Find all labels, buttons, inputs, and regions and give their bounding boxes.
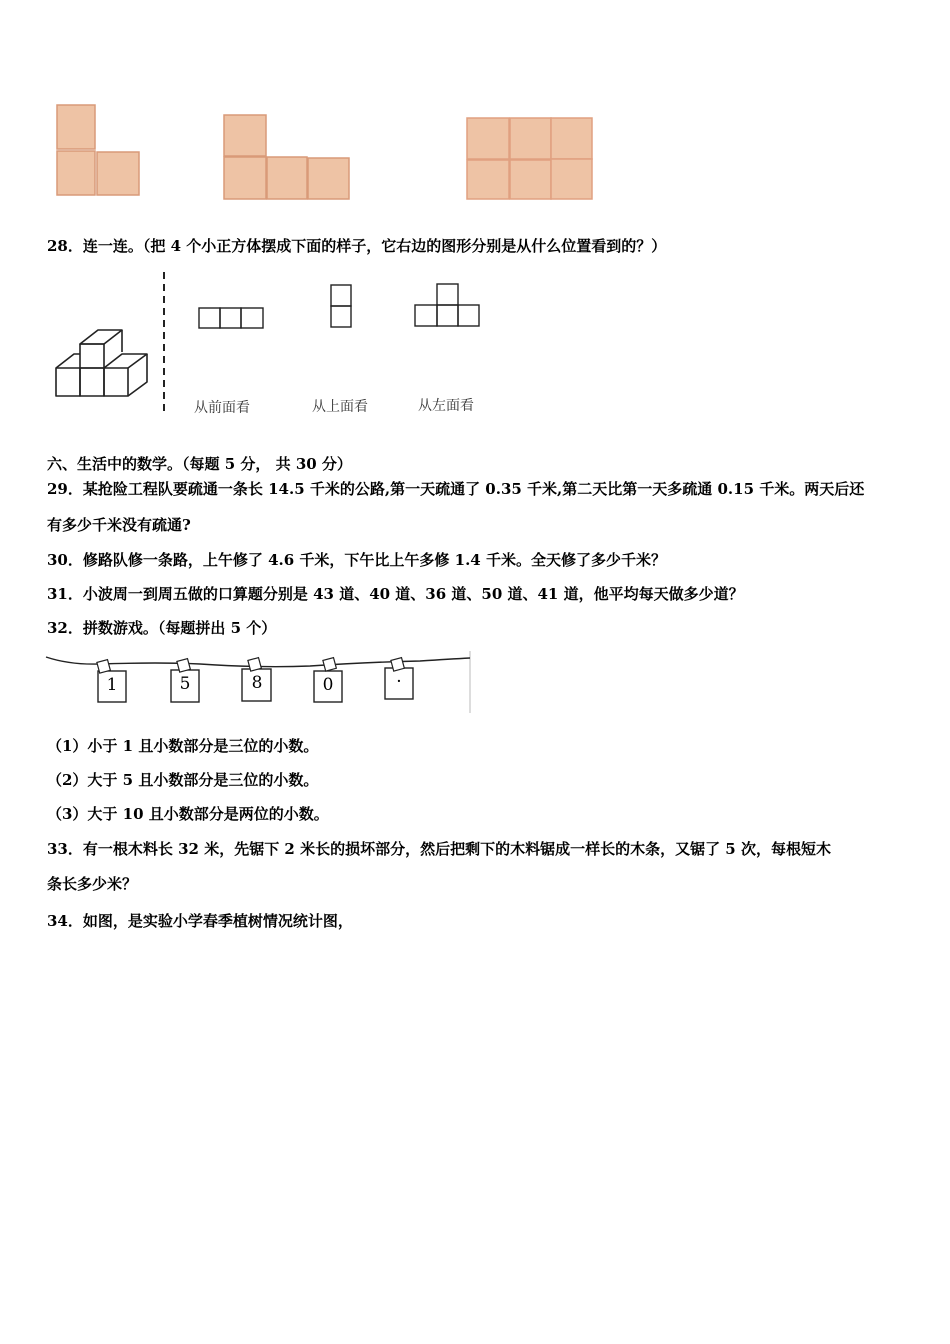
question-33-line2: 条长多少米？ (47, 875, 138, 893)
figure-view-2 (224, 115, 349, 199)
section-6-heading: 六、生活中的数学。（每题 5 分， 共 30 分） (47, 455, 352, 473)
card-label-8: 8 (251, 673, 263, 693)
left-view-drawing (415, 284, 479, 326)
caption-top: 从上面看 (312, 399, 368, 415)
cube-stack-drawing (56, 330, 147, 396)
top-view-figures (0, 0, 950, 210)
card-label-dot: · (396, 672, 402, 692)
front-view-drawing (199, 308, 263, 328)
question-32-sub-2: （2）大于 5 且小数部分是三位的小数。 (47, 771, 319, 789)
caption-left: 从左面看 (418, 398, 474, 414)
card-label-0: 0 (322, 675, 334, 695)
question-28: 28．连一连。（把 4 个小正方体摆成下面的样子，它右边的图形分别是从什么位置看到的？） (47, 237, 667, 255)
question-29-line1: 29．某抢险工程队要疏通一条长 14.5 千米的公路,第一天疏通了 0.35 千米,第二天比第一天多疏通 0.15 千米。两天后还 (47, 480, 865, 498)
question-29-line2: 有多少千米没有疏通? (47, 516, 191, 534)
card-label-1: 1 (106, 675, 118, 695)
question-32-sub-3: （3）大于 10 且小数部分是两位的小数。 (47, 805, 329, 823)
question-31: 31．小波周一到周五做的口算题分别是 43 道、40 道、36 道、50 道、41 道，他平均每天做多少道？ (47, 585, 744, 603)
figure-view-3 (467, 118, 592, 199)
caption-front: 从前面看 (194, 400, 250, 416)
question-32: 32．拼数游戏。（每题拼出 5 个） (47, 619, 277, 637)
question-33-line1: 33．有一根木料长 32 米，先锯下 2 米长的损坏部分，然后把剩下的木料锯成一样长的木条，又锯了 5 次，每根短木 (47, 840, 831, 858)
top-view-drawing (331, 285, 351, 327)
card-label-5: 5 (179, 674, 191, 694)
question-32-sub-1: （1）小于 1 且小数部分是三位的小数。 (47, 737, 319, 755)
question-30: 30．修路队修一条路，上午修了 4.6 千米，下午比上午多修 1.4 千米。全天修了多少千米？ (47, 551, 666, 569)
question-34: 34．如图，是实验小学春季植树情况统计图， (47, 912, 353, 930)
figure-view-1 (57, 105, 139, 195)
